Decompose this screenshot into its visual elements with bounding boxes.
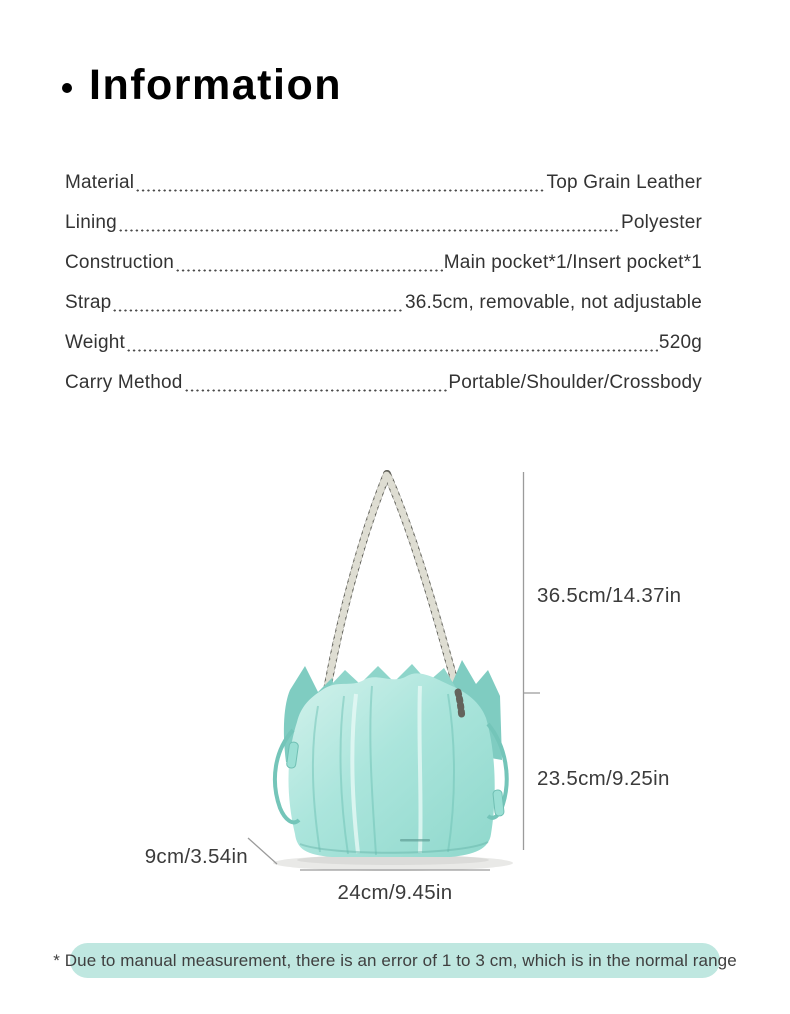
page-header <box>62 62 342 109</box>
chain-attachment <box>458 692 462 718</box>
dotted-leader <box>126 323 658 363</box>
spec-value: Top Grain Leather <box>546 172 702 193</box>
measurement-note <box>53 943 737 978</box>
depth-dimension-line <box>248 838 277 864</box>
spec-row-construction <box>65 243 702 283</box>
dotted-leader <box>175 243 443 283</box>
spec-row-material <box>65 163 702 203</box>
strap-length-label: 36.5cm/14.37in <box>537 584 682 607</box>
product-figure <box>0 460 790 935</box>
spec-value: 520g <box>658 332 702 353</box>
spec-row-carry-method <box>65 363 702 403</box>
brand-mark <box>400 839 430 842</box>
spec-value: Polyester <box>620 212 702 233</box>
bag-width-label: 24cm/9.45in <box>337 881 453 904</box>
spec-value: Main pocket*1/Insert pocket*1 <box>443 252 702 273</box>
spec-value: Portable/Shoulder/Crossbody <box>448 372 702 393</box>
dotted-leader <box>135 163 545 203</box>
dotted-leader <box>112 283 404 323</box>
spec-label: Carry Method <box>65 372 183 393</box>
bullet-icon <box>62 83 72 93</box>
dotted-leader <box>118 203 620 243</box>
dotted-leader <box>184 363 448 403</box>
chain-strap-icon <box>326 474 458 696</box>
spec-label: Material <box>65 172 135 193</box>
spec-label: Weight <box>65 332 125 353</box>
bag-body <box>288 673 494 857</box>
spec-label: Lining <box>65 212 117 233</box>
page-title: Information <box>89 61 342 109</box>
spec-list <box>65 163 702 403</box>
measurement-note-text: * Due to manual measurement, there is an error of 1 to 3 cm, which is in the normal range <box>53 950 737 970</box>
spec-label: Strap <box>65 292 112 313</box>
spec-row-lining <box>65 203 702 243</box>
spec-row-weight <box>65 323 702 363</box>
spec-label: Construction <box>65 252 175 273</box>
bag-height-label: 23.5cm/9.25in <box>537 767 670 790</box>
spec-row-strap <box>65 283 702 323</box>
bag-shadow <box>273 855 513 871</box>
bag-depth-label: 9cm/3.54in <box>144 845 248 868</box>
spec-value: 36.5cm, removable, not adjustable <box>404 292 702 313</box>
